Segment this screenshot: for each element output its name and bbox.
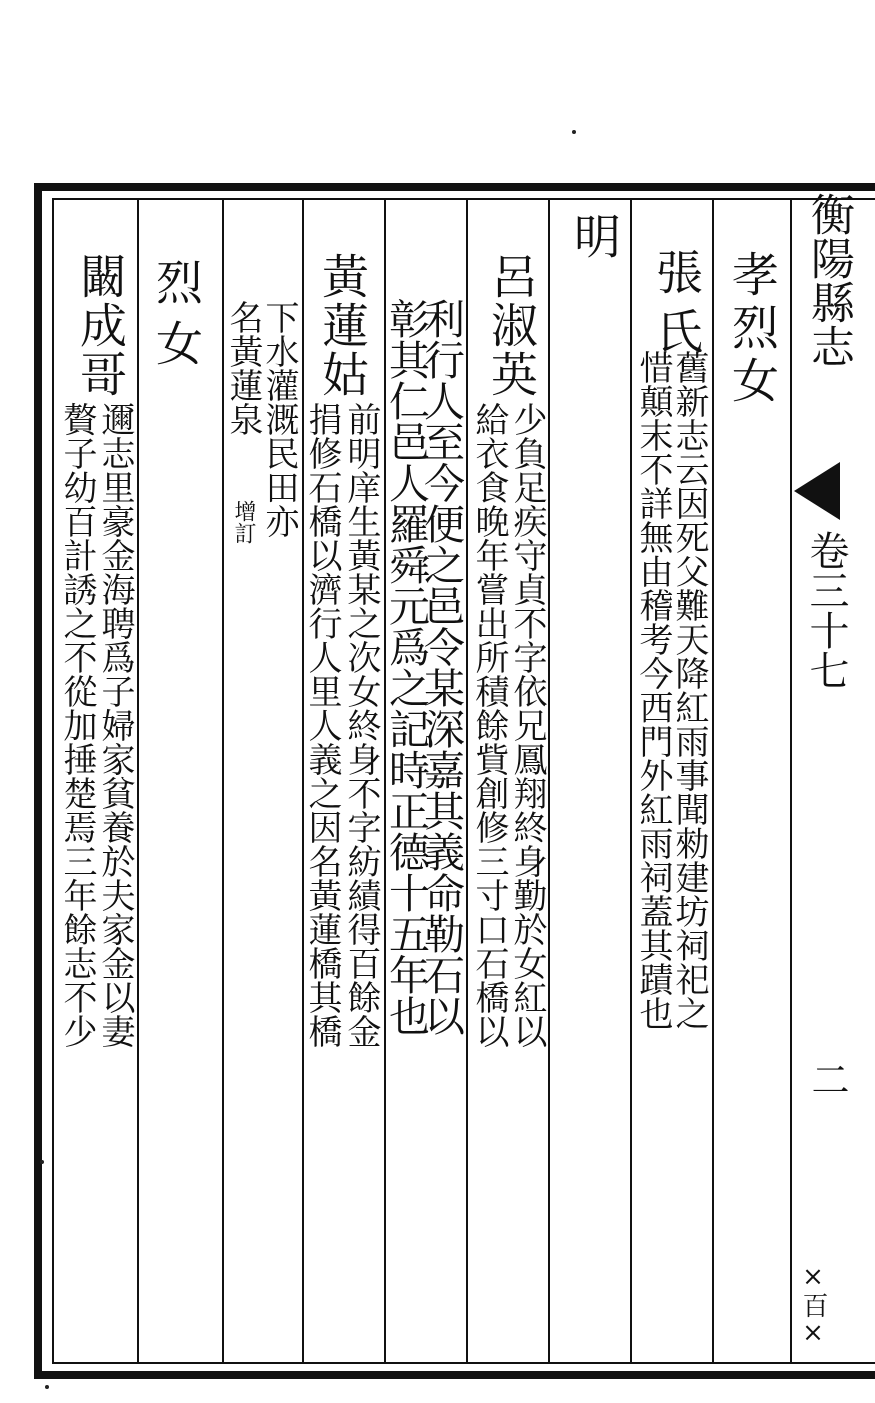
column-rule xyxy=(137,198,139,1364)
entry-text-huang-left: 捐修石橋以濟行人里人義之因名黃蓮橋其橋 xyxy=(302,402,342,1048)
column-rule xyxy=(630,198,632,1364)
column-rule xyxy=(466,198,468,1364)
juan-number: 卷三十七 xyxy=(803,530,849,690)
entry-text-lu-right: 少負足疾守貞不字依兄鳳翔終身勤於女紅以 xyxy=(507,402,547,1048)
section-heading-chaste: 烈女 xyxy=(148,258,203,380)
column-rule xyxy=(712,198,714,1364)
entry-text-huang-cont-right: 下水灌溉民田亦 xyxy=(259,300,299,538)
section-heading-filial: 孝烈女 xyxy=(724,250,779,409)
entry-text-huang-cont-left: 名黃蓮泉 xyxy=(223,300,263,436)
entry-text-lu-cont2: 彰其仁邑人羅舜元爲之記時正德十五年也 xyxy=(382,298,430,1036)
column-rule xyxy=(790,198,792,1364)
entry-text-lu-left: 給衣食晚年嘗出所積餘貲創修三寸口石橋以 xyxy=(469,402,509,1048)
entry-text-lu-cont1: 利行人至今便之邑令某深嘉其義命勒石以 xyxy=(417,298,465,1036)
folio-number: 二 xyxy=(805,1060,849,1098)
dynasty-heading-ming: 明 xyxy=(566,212,621,265)
entry-text-zhang-right: 舊新志云因死父難天降紅雨事聞勑建坊祠祀之 xyxy=(669,350,709,1030)
entry-text-kan-left: 贅子幼百計誘之不從加捶楚焉三年餘志不少 xyxy=(57,402,97,1048)
entry-text-huang-right: 前明庠生黃某之次女終身不字紡績得百餘金 xyxy=(341,402,381,1048)
entry-text-kan-right: 邇志里豪金海聘爲子婦家貧養於夫家金以妻 xyxy=(95,402,135,1048)
entry-name-zhang: 張氏 xyxy=(648,248,703,366)
editor-note-added: 增訂 xyxy=(231,500,256,544)
ink-speck xyxy=(40,1160,44,1164)
ink-speck xyxy=(572,130,576,134)
ink-speck xyxy=(45,1385,49,1389)
column-rule xyxy=(548,198,550,1364)
entry-name-huang: 黃蓮姑 xyxy=(314,252,369,399)
margin-foot-mark: ×百× xyxy=(798,1262,828,1348)
entry-name-lu: 呂淑英 xyxy=(483,252,538,399)
book-title: 衡陽縣志 xyxy=(803,192,854,368)
entry-text-zhang-left: 惜顛末不詳無由稽考今西門外紅雨祠蓋其蹟也 xyxy=(633,350,673,1030)
entry-name-kan: 闞成哥 xyxy=(72,252,127,399)
